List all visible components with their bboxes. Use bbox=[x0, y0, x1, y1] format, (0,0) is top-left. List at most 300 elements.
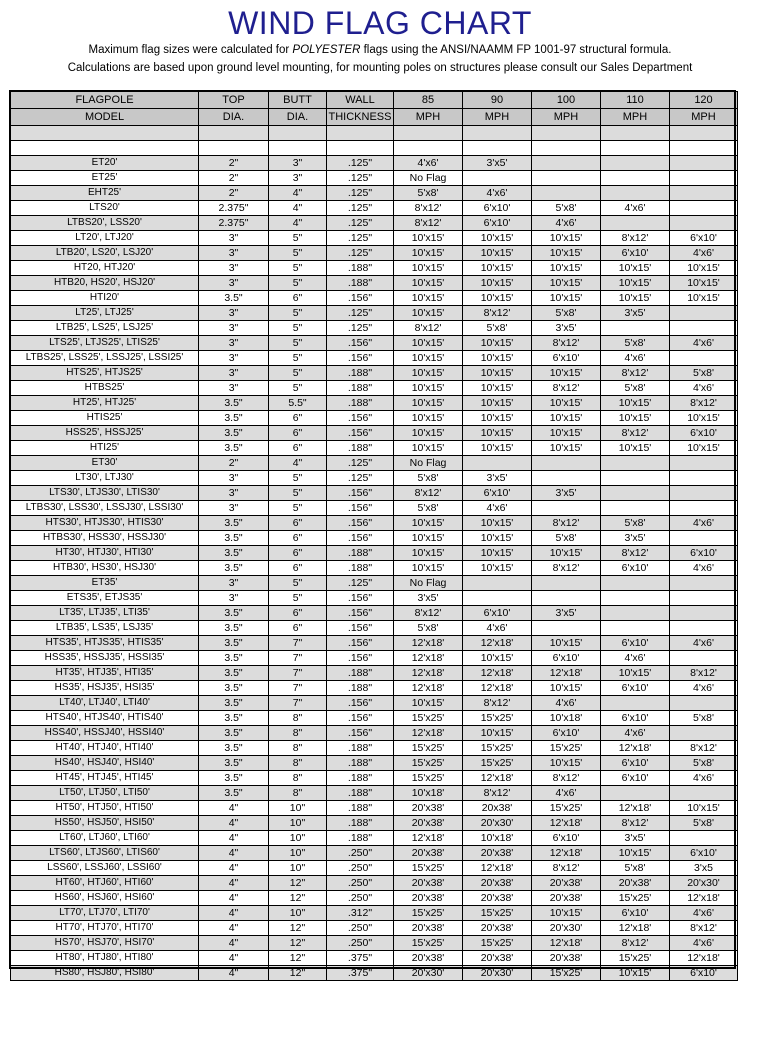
table-cell: .156" bbox=[327, 711, 394, 726]
table-cell: 15'x25' bbox=[601, 951, 670, 966]
table-row bbox=[11, 576, 738, 591]
table-cell bbox=[601, 786, 670, 801]
table-cell: 20'x38' bbox=[532, 876, 601, 891]
table-cell bbox=[601, 186, 670, 201]
table-cell: 12'x18' bbox=[394, 681, 463, 696]
table-cell: 12'x18' bbox=[670, 891, 738, 906]
table-cell: 20'x38' bbox=[532, 951, 601, 966]
table-cell: 4" bbox=[199, 861, 269, 876]
table-cell: 4'x6' bbox=[670, 336, 738, 351]
model-cell: HTS35', HTJS35', HTIS35' bbox=[11, 636, 199, 651]
table-row bbox=[11, 591, 738, 606]
table-cell: 2" bbox=[199, 456, 269, 471]
model-cell: LSS60', LSSJ60', LSSI60' bbox=[11, 861, 199, 876]
table-cell: 6'x10' bbox=[670, 546, 738, 561]
table-cell: 3'x5' bbox=[601, 531, 670, 546]
table-row bbox=[11, 321, 738, 336]
table-row bbox=[11, 231, 738, 246]
table-cell: 20'x38' bbox=[463, 846, 532, 861]
table-cell: 10'x15' bbox=[670, 261, 738, 276]
table-cell: 20'x38' bbox=[463, 921, 532, 936]
table-cell: 4'x6' bbox=[670, 771, 738, 786]
table-cell bbox=[670, 141, 738, 156]
table-cell: 20x38' bbox=[463, 801, 532, 816]
table-cell: 12'x18' bbox=[394, 831, 463, 846]
table-cell: 3.5" bbox=[199, 681, 269, 696]
table-cell: 3.5" bbox=[199, 516, 269, 531]
table-cell: 5'x8' bbox=[394, 621, 463, 636]
table-cell: 6" bbox=[269, 531, 327, 546]
table-cell: 6" bbox=[269, 606, 327, 621]
table-cell: .156" bbox=[327, 606, 394, 621]
table-cell: 4" bbox=[199, 801, 269, 816]
table-cell: 3.5" bbox=[199, 561, 269, 576]
table-cell: 15'x25' bbox=[463, 711, 532, 726]
table-cell: 5'x8' bbox=[670, 816, 738, 831]
table-cell: 8'x12' bbox=[532, 771, 601, 786]
table-cell: 8'x12' bbox=[532, 381, 601, 396]
table-cell: 6" bbox=[269, 441, 327, 456]
table-cell: 5" bbox=[269, 306, 327, 321]
table-cell: .188" bbox=[327, 801, 394, 816]
table-cell: 10'x15' bbox=[532, 291, 601, 306]
table-cell: 15'x25' bbox=[394, 771, 463, 786]
table-cell: 10'x18' bbox=[394, 786, 463, 801]
table-cell: 12'x18' bbox=[394, 726, 463, 741]
table-cell: 10'x15' bbox=[601, 396, 670, 411]
table-cell: 6'x10' bbox=[463, 216, 532, 231]
table-cell: 15'x25' bbox=[463, 936, 532, 951]
table-cell: 3.5" bbox=[199, 396, 269, 411]
table-cell: 3.5" bbox=[199, 636, 269, 651]
table-cell bbox=[532, 171, 601, 186]
table-row bbox=[11, 531, 738, 546]
table-row bbox=[11, 696, 738, 711]
table-cell: 7" bbox=[269, 681, 327, 696]
table-cell: 20'x38' bbox=[463, 951, 532, 966]
model-cell: LT30', LTJ30' bbox=[11, 471, 199, 486]
table-cell: 10'x15' bbox=[394, 291, 463, 306]
table-cell: 8'x12' bbox=[394, 606, 463, 621]
table-cell: 3.5" bbox=[199, 696, 269, 711]
table-cell: 6" bbox=[269, 561, 327, 576]
table-cell: 12'x18' bbox=[394, 666, 463, 681]
table-row bbox=[11, 396, 738, 411]
table-row bbox=[11, 786, 738, 801]
table-cell: 5" bbox=[269, 246, 327, 261]
table-cell: .156" bbox=[327, 516, 394, 531]
table-cell: 4'x6' bbox=[463, 621, 532, 636]
table-cell: 20'x38' bbox=[463, 876, 532, 891]
table-cell: 10'x15' bbox=[394, 561, 463, 576]
table-cell: 10'x15' bbox=[463, 426, 532, 441]
table-cell: 3'x5' bbox=[532, 321, 601, 336]
table-cell bbox=[532, 456, 601, 471]
model-cell: LTS20' bbox=[11, 201, 199, 216]
table-cell: 10'x15' bbox=[463, 276, 532, 291]
table-cell: 4'x6' bbox=[601, 651, 670, 666]
table-cell: 15'x25' bbox=[394, 936, 463, 951]
table-cell: .125" bbox=[327, 216, 394, 231]
table-cell: 3" bbox=[199, 231, 269, 246]
table-cell: 12'x18' bbox=[463, 636, 532, 651]
table-cell bbox=[670, 621, 738, 636]
table-cell: 4" bbox=[199, 951, 269, 966]
table-cell: 10'x15' bbox=[601, 966, 670, 981]
table-cell bbox=[601, 471, 670, 486]
table-cell: 20'x38' bbox=[394, 951, 463, 966]
table-cell: 8'x12' bbox=[670, 741, 738, 756]
table-cell: 3.5" bbox=[199, 291, 269, 306]
model-cell: HTB30', HS30', HSJ30' bbox=[11, 561, 199, 576]
table-cell: No Flag bbox=[394, 456, 463, 471]
table-cell: 10'x15' bbox=[532, 411, 601, 426]
table-cell: 3" bbox=[199, 366, 269, 381]
table-cell bbox=[463, 141, 532, 156]
table-cell: 7" bbox=[269, 696, 327, 711]
table-cell: 3.5" bbox=[199, 786, 269, 801]
table-cell: 10'x15' bbox=[394, 396, 463, 411]
model-cell: ET25' bbox=[11, 171, 199, 186]
table-cell: 5" bbox=[269, 381, 327, 396]
table-row bbox=[11, 861, 738, 876]
table-cell: 10'x15' bbox=[463, 246, 532, 261]
table-cell: .125" bbox=[327, 186, 394, 201]
table-cell: 10'x15' bbox=[532, 276, 601, 291]
table-cell: .188" bbox=[327, 831, 394, 846]
table-cell: 10" bbox=[269, 861, 327, 876]
table-cell: 3" bbox=[199, 351, 269, 366]
table-cell: 4'x6' bbox=[532, 696, 601, 711]
table-cell: 4" bbox=[199, 831, 269, 846]
table-cell: 5'x8' bbox=[601, 336, 670, 351]
table-row bbox=[11, 426, 738, 441]
table-cell bbox=[463, 576, 532, 591]
table-cell: 4" bbox=[199, 966, 269, 981]
table-cell: 8'x12' bbox=[394, 486, 463, 501]
table-cell: 10'x15' bbox=[670, 801, 738, 816]
table-cell: 20'x30' bbox=[394, 966, 463, 981]
table-cell: 4'x6' bbox=[601, 726, 670, 741]
table-row bbox=[11, 966, 738, 981]
table-cell: 10'x15' bbox=[394, 381, 463, 396]
table-cell: 10'x18' bbox=[463, 831, 532, 846]
table-cell bbox=[199, 141, 269, 156]
table-cell: .188" bbox=[327, 261, 394, 276]
table-cell: 20'x38' bbox=[601, 876, 670, 891]
table-cell bbox=[670, 306, 738, 321]
table-cell: 8'x12' bbox=[394, 321, 463, 336]
table-cell bbox=[670, 606, 738, 621]
model-cell: HTIS25' bbox=[11, 411, 199, 426]
table-cell: 10'x15' bbox=[670, 276, 738, 291]
table-cell bbox=[670, 171, 738, 186]
table-cell: 3'x5' bbox=[463, 471, 532, 486]
table-cell bbox=[601, 621, 670, 636]
table-cell: 15'x25' bbox=[394, 906, 463, 921]
table-cell bbox=[670, 726, 738, 741]
table-cell bbox=[601, 126, 670, 141]
table-cell bbox=[532, 156, 601, 171]
table-cell: .188" bbox=[327, 666, 394, 681]
table-cell: 5'x8' bbox=[601, 381, 670, 396]
table-cell: 5" bbox=[269, 231, 327, 246]
model-cell: HT30', HTJ30', HTI30' bbox=[11, 546, 199, 561]
table-cell bbox=[394, 126, 463, 141]
table-cell: 10'x15' bbox=[463, 381, 532, 396]
table-cell: 3.5" bbox=[199, 651, 269, 666]
table-row bbox=[11, 276, 738, 291]
model-cell: LTB20', LS20', LSJ20' bbox=[11, 246, 199, 261]
table-cell: 3.5" bbox=[199, 621, 269, 636]
table-row bbox=[11, 156, 738, 171]
table-cell: 4'x6' bbox=[670, 516, 738, 531]
table-cell: 5'x8' bbox=[532, 201, 601, 216]
table-cell: 10'x15' bbox=[463, 561, 532, 576]
table-cell: 3.5" bbox=[199, 666, 269, 681]
table-cell: 10'x15' bbox=[394, 261, 463, 276]
table-cell: 12'x18' bbox=[532, 666, 601, 681]
model-cell: ET35' bbox=[11, 576, 199, 591]
table-cell: 20'x38' bbox=[394, 846, 463, 861]
table-cell: 10'x18' bbox=[532, 711, 601, 726]
table-cell: 6'x10' bbox=[601, 636, 670, 651]
table-row bbox=[11, 201, 738, 216]
table-cell: 8'x12' bbox=[670, 666, 738, 681]
model-cell: HS50', HSJ50', HSI50' bbox=[11, 816, 199, 831]
table-cell: No Flag bbox=[394, 576, 463, 591]
table-cell: .156" bbox=[327, 531, 394, 546]
table-cell bbox=[670, 156, 738, 171]
table-cell: 10'x15' bbox=[463, 351, 532, 366]
model-cell: ETS35', ETJS35' bbox=[11, 591, 199, 606]
table-cell: 20'x30' bbox=[532, 921, 601, 936]
table-cell: 3.5" bbox=[199, 741, 269, 756]
table-cell: 10'x15' bbox=[394, 696, 463, 711]
table-cell: 4'x6' bbox=[670, 246, 738, 261]
table-cell: .188" bbox=[327, 381, 394, 396]
table-cell bbox=[670, 831, 738, 846]
table-cell: No Flag bbox=[394, 171, 463, 186]
table-row bbox=[11, 366, 738, 381]
subtitle-line-1-post: flags using the ANSI/NAAMM FP 1001-97 structural formula. bbox=[360, 44, 672, 56]
table-cell: .156" bbox=[327, 591, 394, 606]
table-cell: 6'x10' bbox=[670, 846, 738, 861]
table-cell: 6'x10' bbox=[670, 426, 738, 441]
table-cell: 6" bbox=[269, 546, 327, 561]
table-cell: 10" bbox=[269, 846, 327, 861]
table-cell: 3.5" bbox=[199, 546, 269, 561]
table-cell: 4'x6' bbox=[670, 906, 738, 921]
table-cell: 8'x12' bbox=[532, 336, 601, 351]
model-cell: LTS25', LTJS25', LTIS25' bbox=[11, 336, 199, 351]
table-cell: 5" bbox=[269, 351, 327, 366]
table-cell: 4'x6' bbox=[463, 501, 532, 516]
table-cell bbox=[532, 621, 601, 636]
table-cell: 5'x8' bbox=[463, 321, 532, 336]
table-cell bbox=[532, 501, 601, 516]
table-cell: 3" bbox=[199, 471, 269, 486]
table-cell: 5'x8' bbox=[532, 531, 601, 546]
table-cell: 12" bbox=[269, 966, 327, 981]
table-cell: 4" bbox=[199, 891, 269, 906]
table-cell: 4'x6' bbox=[670, 681, 738, 696]
table-cell: .188" bbox=[327, 771, 394, 786]
table-cell: 6'x10' bbox=[532, 351, 601, 366]
table-cell: 8" bbox=[269, 756, 327, 771]
table-cell: 8'x12' bbox=[532, 561, 601, 576]
table-cell bbox=[670, 651, 738, 666]
table-cell bbox=[670, 456, 738, 471]
table-row bbox=[11, 381, 738, 396]
table-cell: 6'x10' bbox=[463, 486, 532, 501]
header-cell: 100 bbox=[532, 92, 601, 109]
table-cell bbox=[327, 141, 394, 156]
table-cell: 10'x15' bbox=[394, 351, 463, 366]
table-cell: .125" bbox=[327, 231, 394, 246]
table-cell: 12'x18' bbox=[601, 801, 670, 816]
table-cell: 5" bbox=[269, 321, 327, 336]
table-cell: 3" bbox=[199, 381, 269, 396]
table-cell: 10'x15' bbox=[670, 291, 738, 306]
table-cell: 10" bbox=[269, 906, 327, 921]
table-cell: 4'x6' bbox=[394, 156, 463, 171]
table-cell: 3'x5' bbox=[463, 156, 532, 171]
table-cell: 3" bbox=[199, 486, 269, 501]
header-cell: 85 bbox=[394, 92, 463, 109]
table-cell: 15'x25' bbox=[463, 906, 532, 921]
table-cell: 10'x15' bbox=[532, 906, 601, 921]
table-cell bbox=[463, 591, 532, 606]
table-cell: 4'x6' bbox=[601, 351, 670, 366]
model-cell: LTBS25', LSS25', LSSJ25', LSSI25' bbox=[11, 351, 199, 366]
table-cell: 10'x15' bbox=[670, 441, 738, 456]
table-cell: 3" bbox=[199, 306, 269, 321]
table-cell: 12'x18' bbox=[463, 861, 532, 876]
table-cell: 6" bbox=[269, 291, 327, 306]
table-cell bbox=[601, 606, 670, 621]
table-cell: 3'x5' bbox=[532, 606, 601, 621]
table-row bbox=[11, 666, 738, 681]
table-cell: 12'x18' bbox=[601, 741, 670, 756]
model-cell: HS70', HSJ70', HSI70' bbox=[11, 936, 199, 951]
table-row bbox=[11, 636, 738, 651]
table-cell: 12'x18' bbox=[463, 666, 532, 681]
table-cell: .156" bbox=[327, 411, 394, 426]
table-cell: .375" bbox=[327, 966, 394, 981]
table-cell bbox=[670, 216, 738, 231]
table-cell: 10'x15' bbox=[670, 411, 738, 426]
table-cell bbox=[670, 486, 738, 501]
table-cell: 12'x18' bbox=[394, 636, 463, 651]
table-cell: 5'x8' bbox=[670, 711, 738, 726]
table-cell: 10'x15' bbox=[394, 306, 463, 321]
header-cell: MPH bbox=[394, 109, 463, 126]
table-body bbox=[11, 126, 738, 981]
table-cell: 10'x15' bbox=[532, 231, 601, 246]
table-cell: 20'x38' bbox=[463, 891, 532, 906]
table-cell: 10'x15' bbox=[463, 516, 532, 531]
table-cell: .125" bbox=[327, 156, 394, 171]
header-cell: MPH bbox=[601, 109, 670, 126]
table-cell: 5'x8' bbox=[670, 366, 738, 381]
table-cell: 10'x15' bbox=[532, 681, 601, 696]
table-row bbox=[11, 711, 738, 726]
model-cell: LTS30', LTJS30', LTIS30' bbox=[11, 486, 199, 501]
table-cell: 10'x15' bbox=[463, 366, 532, 381]
table-cell: 12" bbox=[269, 936, 327, 951]
table-cell bbox=[199, 126, 269, 141]
table-cell: .188" bbox=[327, 741, 394, 756]
table-row bbox=[11, 756, 738, 771]
table-cell: 10'x15' bbox=[532, 636, 601, 651]
table-cell bbox=[670, 576, 738, 591]
table-cell: 20'x30' bbox=[463, 816, 532, 831]
table-cell: 20'x38' bbox=[394, 891, 463, 906]
table-cell: 3.5" bbox=[199, 531, 269, 546]
table-cell: 10'x15' bbox=[601, 291, 670, 306]
table-cell: 12" bbox=[269, 951, 327, 966]
table-cell: 10'x15' bbox=[394, 426, 463, 441]
table-row bbox=[11, 921, 738, 936]
table-cell bbox=[601, 486, 670, 501]
subtitle-line-2: Calculations are based upon ground level mounting, for mounting poles on structures please consult our Sales Department bbox=[67, 62, 693, 74]
table-cell: 6" bbox=[269, 516, 327, 531]
table-row bbox=[11, 141, 738, 156]
table-cell: 5'x8' bbox=[601, 861, 670, 876]
table-cell: 12'x18' bbox=[463, 681, 532, 696]
table-row bbox=[11, 606, 738, 621]
table-cell: 8'x12' bbox=[394, 201, 463, 216]
table-cell: .125" bbox=[327, 306, 394, 321]
table-cell: .188" bbox=[327, 786, 394, 801]
model-cell: LT40', LTJ40', LTI40' bbox=[11, 696, 199, 711]
table-row bbox=[11, 651, 738, 666]
table-cell: 3'x5' bbox=[532, 486, 601, 501]
table-cell bbox=[670, 126, 738, 141]
table-cell: 4'x6' bbox=[670, 561, 738, 576]
table-cell: 10'x15' bbox=[532, 426, 601, 441]
table-cell: 15'x25' bbox=[394, 741, 463, 756]
model-cell: HSS35', HSSJ35', HSSI35' bbox=[11, 651, 199, 666]
table-cell: 10" bbox=[269, 801, 327, 816]
table-cell: 10'x15' bbox=[394, 516, 463, 531]
table-cell: 6'x10' bbox=[532, 726, 601, 741]
table-cell bbox=[601, 456, 670, 471]
table-cell: 10'x15' bbox=[394, 441, 463, 456]
table-row bbox=[11, 291, 738, 306]
table-cell: 5" bbox=[269, 471, 327, 486]
table-cell: 10'x15' bbox=[601, 846, 670, 861]
table-cell: 10'x15' bbox=[601, 666, 670, 681]
table-cell: 10'x15' bbox=[601, 441, 670, 456]
header-cell: THICKNESS bbox=[327, 109, 394, 126]
table-cell: 8'x12' bbox=[463, 786, 532, 801]
table-cell: 4'x6' bbox=[670, 381, 738, 396]
model-cell: LT70', LTJ70', LTI70' bbox=[11, 906, 199, 921]
table-cell: 6'x10' bbox=[463, 606, 532, 621]
table-cell: 3.5" bbox=[199, 726, 269, 741]
header-cell: MODEL bbox=[11, 109, 199, 126]
table-cell: 3.5" bbox=[199, 756, 269, 771]
table-cell: 2.375" bbox=[199, 216, 269, 231]
table-cell: 8" bbox=[269, 771, 327, 786]
table-cell: .250" bbox=[327, 921, 394, 936]
model-cell: HSS25', HSSJ25' bbox=[11, 426, 199, 441]
table-cell: 10'x15' bbox=[601, 411, 670, 426]
table-cell: 8'x12' bbox=[670, 921, 738, 936]
table-row bbox=[11, 726, 738, 741]
